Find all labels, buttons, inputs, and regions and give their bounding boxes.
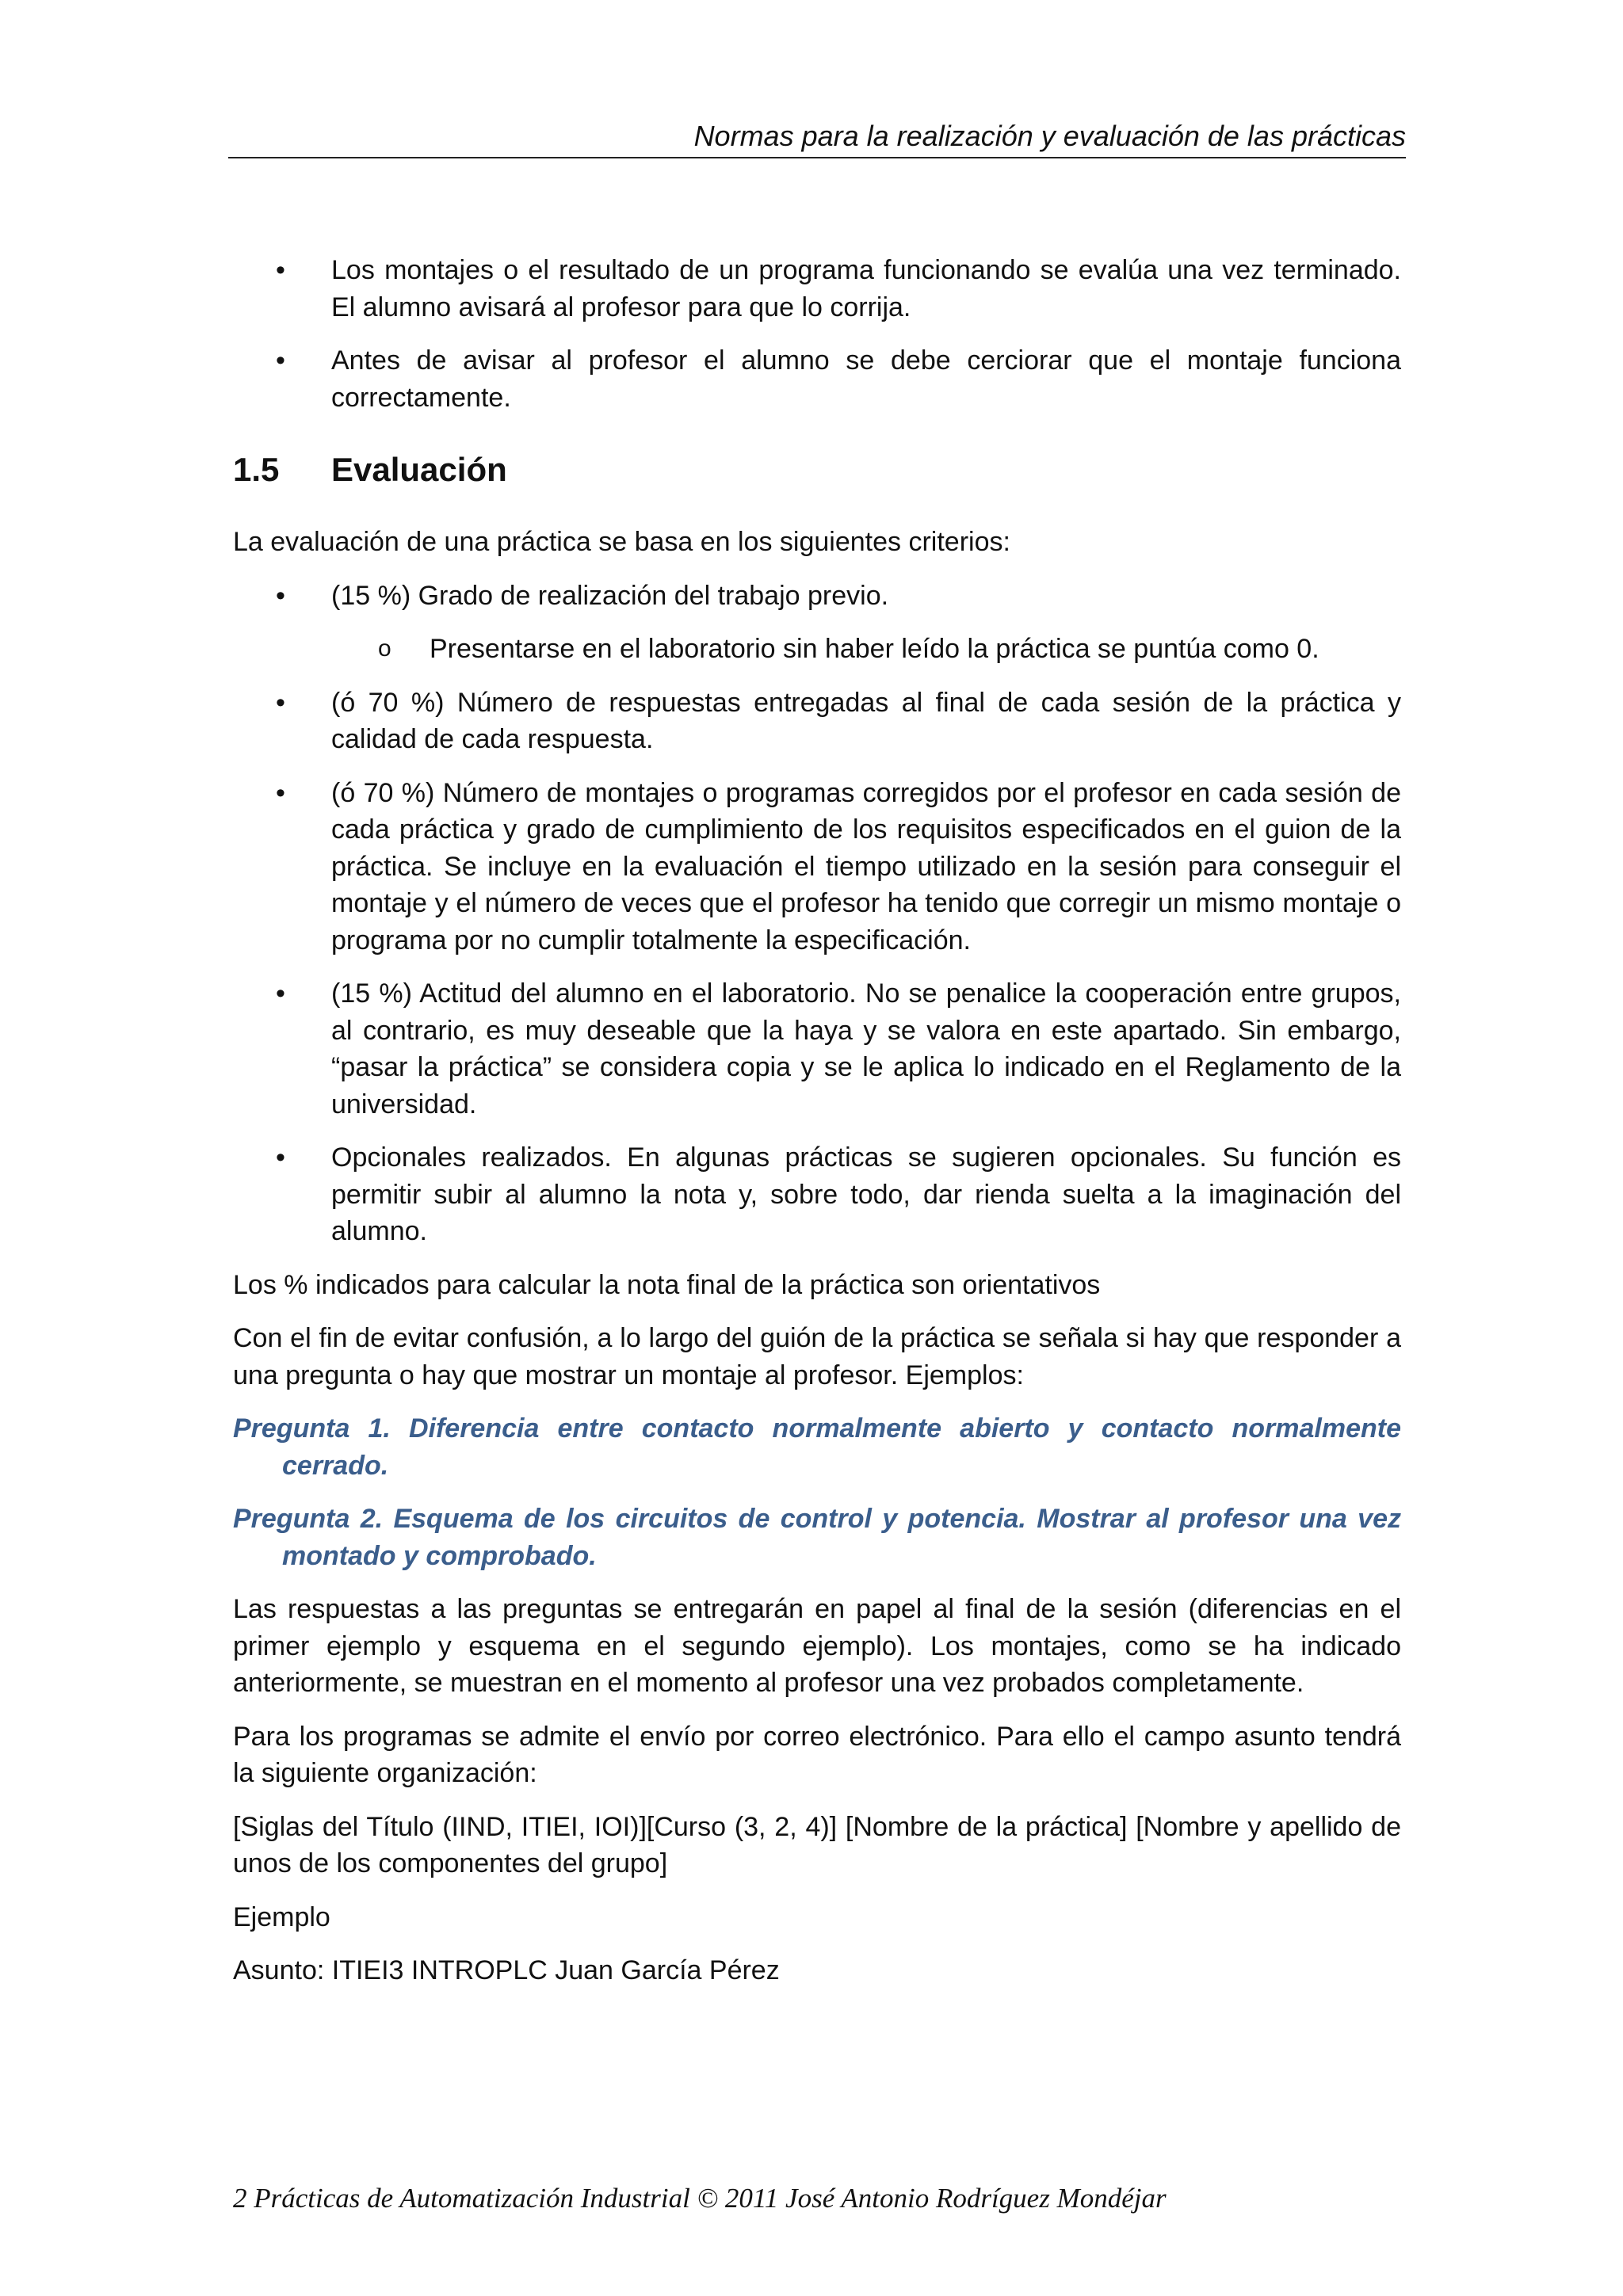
bullet-icon: • xyxy=(276,255,285,285)
criteria-intro: La evaluación de una práctica se basa en los siguientes criterios: xyxy=(233,527,1010,557)
example-question-2: Pregunta 2. Esquema de los circuitos de control y potencia. Mostrar al profesor una vez montado y comprobado. xyxy=(233,1504,1401,1571)
bullet-icon: • xyxy=(276,1142,285,1173)
running-header: Normas para la realización y evaluación de las prácticas xyxy=(693,120,1406,152)
answers-paragraph: Las respuestas a las preguntas se entregarán en papel al final de la sesión (diferencias en el primer ejemplo y esquema en el segundo ejemplo). Los montajes, como se ha indicado anteriormente, se muestran en el momento al profesor una vez probados completamente. xyxy=(233,1594,1401,1698)
criteria-subtext: Presentarse en el laboratorio sin haber leído la práctica se puntúa como 0. xyxy=(430,634,1319,664)
criteria-text: (ó 70 %) Número de montajes o programas corregidos por el profesor en cada sesión de cada práctica y grado de cumplimiento de los requisitos especificados en el guion de la práctica. Se incluye en la evaluación el tiempo utilizado en la sesión para conseguir el montaje y el número de veces que el profesor ha tenido que corregir un mismo montaje o programa por no cumplir totalmente la especificación. xyxy=(331,777,1401,955)
criteria-text: (15 %) Grado de realización del trabajo previo. xyxy=(331,580,889,611)
criteria-item xyxy=(233,578,1401,615)
criteria-item xyxy=(233,975,1401,1123)
bullet-icon: • xyxy=(276,687,285,718)
section-title: Evaluación xyxy=(331,451,507,488)
bullet-icon: • xyxy=(276,580,285,611)
email-paragraph: Para los programas se admite el envío por correo electrónico. Para ello el campo asunto tendrá la siguiente organización: xyxy=(233,1721,1401,1788)
example-subject: Asunto: ITIEI3 INTROPLC Juan García Pérez xyxy=(233,1955,780,1985)
bullet-text: Antes de avisar al profesor el alumno se debe cerciorar que el montaje funciona correctamente. xyxy=(331,345,1401,413)
criteria-text: (15 %) Actitud del alumno en el laboratorio. No se penalice la cooperación entre grupos, al contrario, es muy deseable que la haya y se valora en este apartado. Sin embargo, “pasar la práctica” se considera copia y se le aplica lo indicado en el Reglamento de la universidad. xyxy=(331,978,1401,1119)
criteria-subitem xyxy=(233,631,1401,668)
circle-bullet-icon: o xyxy=(378,635,391,662)
section-heading xyxy=(233,448,1401,492)
bullet-item xyxy=(233,252,1401,326)
example-label: Ejemplo xyxy=(233,1901,330,1932)
page-footer: 2 Prácticas de Automatización Industrial © 2011 José Antonio Rodríguez Mondéjar xyxy=(233,2183,1167,2214)
criteria-item xyxy=(233,1139,1401,1250)
header-rule xyxy=(228,157,1406,158)
avoid-confusion-paragraph: Con el fin de evitar confusión, a lo largo del guión de la práctica se señala si hay que responder a una pregunta o hay que mostrar un montaje al profesor. Ejemplos: xyxy=(233,1323,1401,1390)
subject-format-paragraph: [Siglas del Título (IIND, ITIEI, IOI)][Curso (3, 2, 4)] [Nombre de la práctica] [Nombre y apellido de unos de los componentes del grupo] xyxy=(233,1811,1401,1878)
page-body xyxy=(233,252,1401,2006)
criteria-text: (ó 70 %) Número de respuestas entregadas al final de cada sesión de la práctica y calidad de cada respuesta. xyxy=(331,687,1401,754)
bullet-icon: • xyxy=(276,777,285,808)
criteria-text: Opcionales realizados. En algunas prácticas se sugieren opcionales. Su función es permitir subir al alumno la nota y, sobre todo, dar rienda suelta a la imaginación del alumno. xyxy=(331,1142,1401,1246)
criteria-item xyxy=(233,685,1401,758)
example-question-1: Pregunta 1. Diferencia entre contacto normalmente abierto y contacto normalmente cerrado. xyxy=(233,1413,1401,1481)
percent-note: Los % indicados para calcular la nota final de la práctica son orientativos xyxy=(233,1269,1101,1300)
bullet-text: Los montajes o el resultado de un programa funcionando se evalúa una vez terminado. El alumno avisará al profesor para que lo corrija. xyxy=(331,255,1401,322)
section-number: 1.5 xyxy=(233,451,280,488)
bullet-icon: • xyxy=(276,978,285,1009)
bullet-icon: • xyxy=(276,345,285,376)
bullet-item xyxy=(233,342,1401,416)
criteria-item xyxy=(233,775,1401,959)
